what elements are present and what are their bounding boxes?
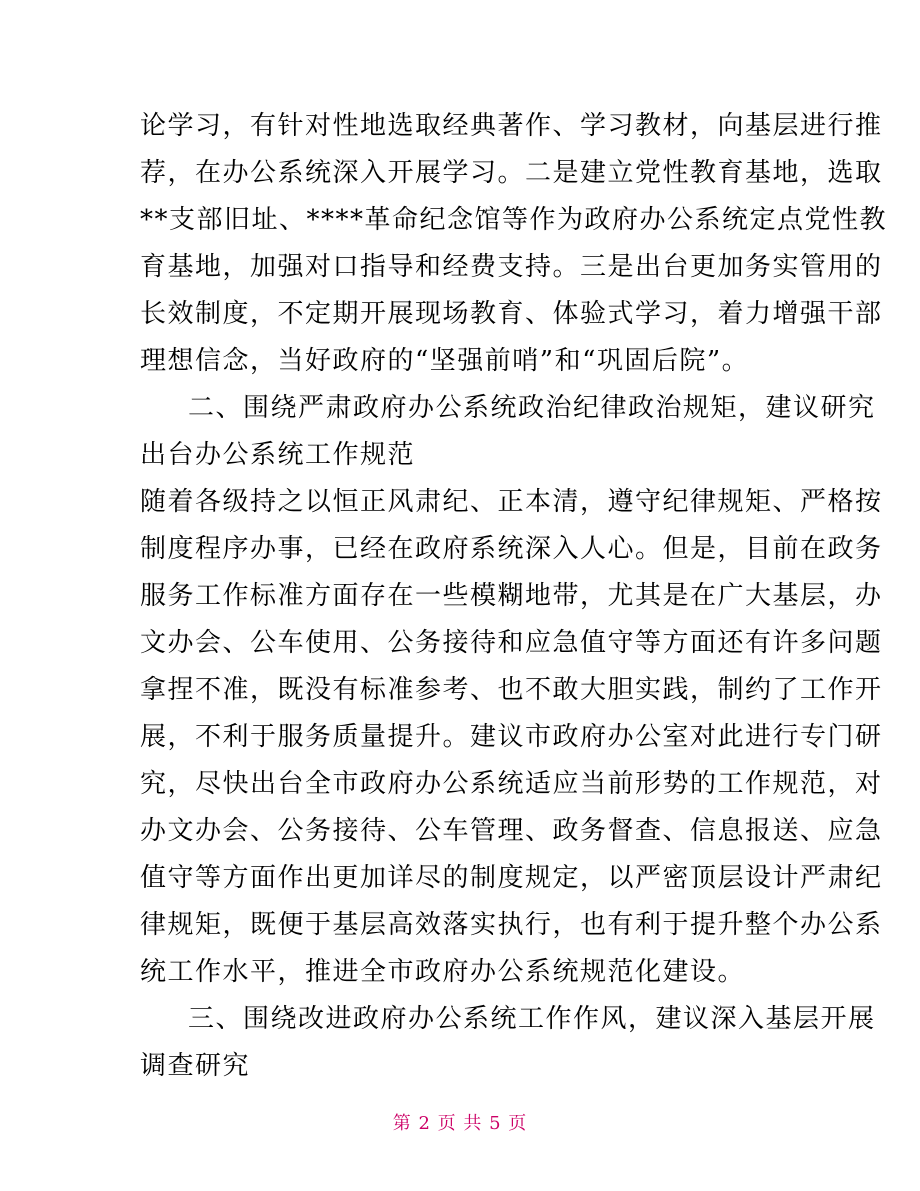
footer-current-page: 2 xyxy=(418,1113,431,1134)
section-heading-line: 出台办公系统工作规范 xyxy=(140,440,416,470)
paragraph-line: 制度程序办事，已经在政府系统深入人心。但是，目前在政务 xyxy=(140,534,883,564)
paragraph-line: 文办会、公车使用、公务接待和应急值守等方面还有许多问题 xyxy=(140,628,883,658)
paragraph-line: 律规矩，既便于基层高效落实执行，也有利于提升整个办公系 xyxy=(140,910,883,940)
paragraph-line: 办文办会、公务接待、公车管理、政务督查、信息报送、应急 xyxy=(140,816,883,846)
paragraph-line: 育基地，加强对口指导和经费支持。三是出台更加务实管用的 xyxy=(140,252,883,282)
paragraph-line: 长效制度，不定期开展现场教育、体验式学习，着力增强干部 xyxy=(140,299,883,329)
paragraph-line: 随着各级持之以恒正风肃纪、正本清，遵守纪律规矩、严格按 xyxy=(140,487,883,517)
paragraph-line: 值守等方面作出更加详尽的制度规定，以严密顶层设计严肃纪 xyxy=(140,863,883,893)
section-heading-line: 调查研究 xyxy=(140,1051,251,1081)
footer-middle: 页 共 xyxy=(437,1113,483,1134)
paragraph-line: 统工作水平，推进全市政府办公系统规范化建设。 xyxy=(140,957,746,987)
paragraph-line: 服务工作标准方面存在一些模糊地带，尤其是在广大基层，办 xyxy=(140,581,883,611)
footer-suffix: 页 xyxy=(508,1113,528,1134)
paragraph-line: 荐，在办公系统深入开展学习。二是建立党性教育基地，选取 xyxy=(140,158,883,188)
paragraph-line: 展，不利于服务质量提升。建议市政府办公室对此进行专门研 xyxy=(140,722,883,752)
paragraph-line: 拿捏不准，既没有标准参考、也不敢大胆实践，制约了工作开 xyxy=(140,675,883,705)
paragraph-line: 论学习，有针对性地选取经典著作、学习教材，向基层进行推 xyxy=(140,111,883,141)
section-heading-line: 三、围绕改进政府办公系统工作作风，建议深入基层开展 xyxy=(188,1004,876,1034)
paragraph-line: 理想信念，当好政府的“坚强前哨”和“巩固后院”。 xyxy=(140,346,750,376)
paragraph-line: **支部旧址、****革命纪念馆等作为政府办公系统定点党性教 xyxy=(140,205,888,235)
footer-total-pages: 5 xyxy=(489,1113,502,1134)
footer-prefix: 第 xyxy=(392,1113,412,1134)
section-heading-line: 二、围绕严肃政府办公系统政治纪律政治规矩，建议研究 xyxy=(188,393,876,423)
page-footer xyxy=(0,1113,920,1135)
paragraph-line: 究，尽快出台全市政府办公系统适应当前形势的工作规范，对 xyxy=(140,769,883,799)
